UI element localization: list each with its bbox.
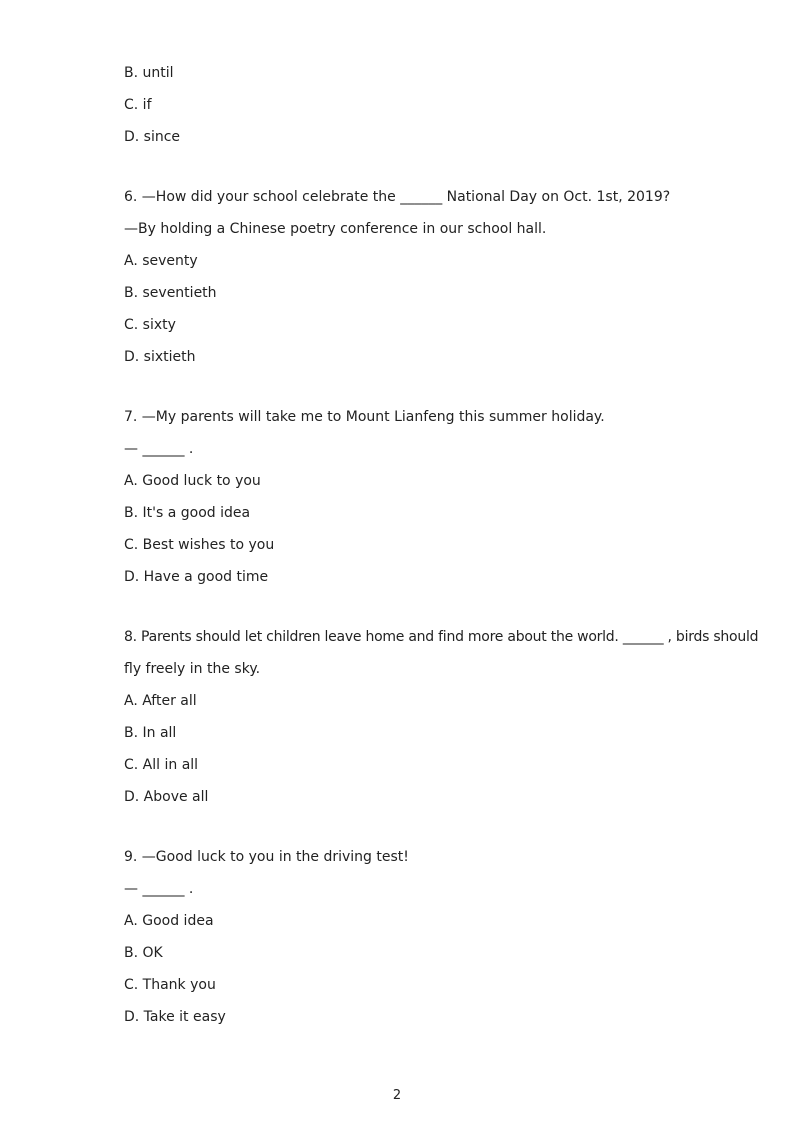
q7-option-a: A. Good luck to you [124,473,261,489]
q5-option-d: D. since [124,129,181,145]
q8-option-d: D. Above all [124,789,209,805]
q6-option-a: A. seventy [124,253,198,269]
q9-option-c: C. Thank you [124,977,216,993]
q5-option-c: C. if [124,97,152,113]
q8-stem-continuation: fly freely in the sky. [124,661,261,677]
q8-option-a: A. After all [124,693,197,709]
q6-option-d: D. sixtieth [124,349,196,365]
q7-stem: 7. —My parents will take me to Mount Lianfeng this summer holiday. [124,409,605,425]
q8-option-b: B. In all [124,725,177,741]
q9-option-d: D. Take it easy [124,1009,226,1025]
q9-option-b: B. OK [124,945,163,961]
q8-stem: 8. Parents should let children leave home and find more about the world. ______ , birds should [124,629,759,645]
q5-option-b: B. until [124,65,174,81]
q6-reply: —By holding a Chinese poetry conference in our school hall. [124,221,547,237]
q9-stem: 9. —Good luck to you in the driving test! [124,849,409,865]
q7-option-b: B. It's a good idea [124,505,251,521]
q8-option-c: C. All in all [124,757,199,773]
q9-reply: — ______ . [124,881,194,897]
q7-option-c: C. Best wishes to you [124,537,275,553]
q9-option-a: A. Good idea [124,913,214,929]
q6-stem: 6. —How did your school celebrate the ______ National Day on Oct. 1st, 2019? [124,189,671,205]
q6-option-c: C. sixty [124,317,176,333]
q6-option-b: B. seventieth [124,285,217,301]
page-number: 2 [392,1088,402,1103]
q7-reply: — ______ . [124,441,194,457]
q7-option-d: D. Have a good time [124,569,269,585]
